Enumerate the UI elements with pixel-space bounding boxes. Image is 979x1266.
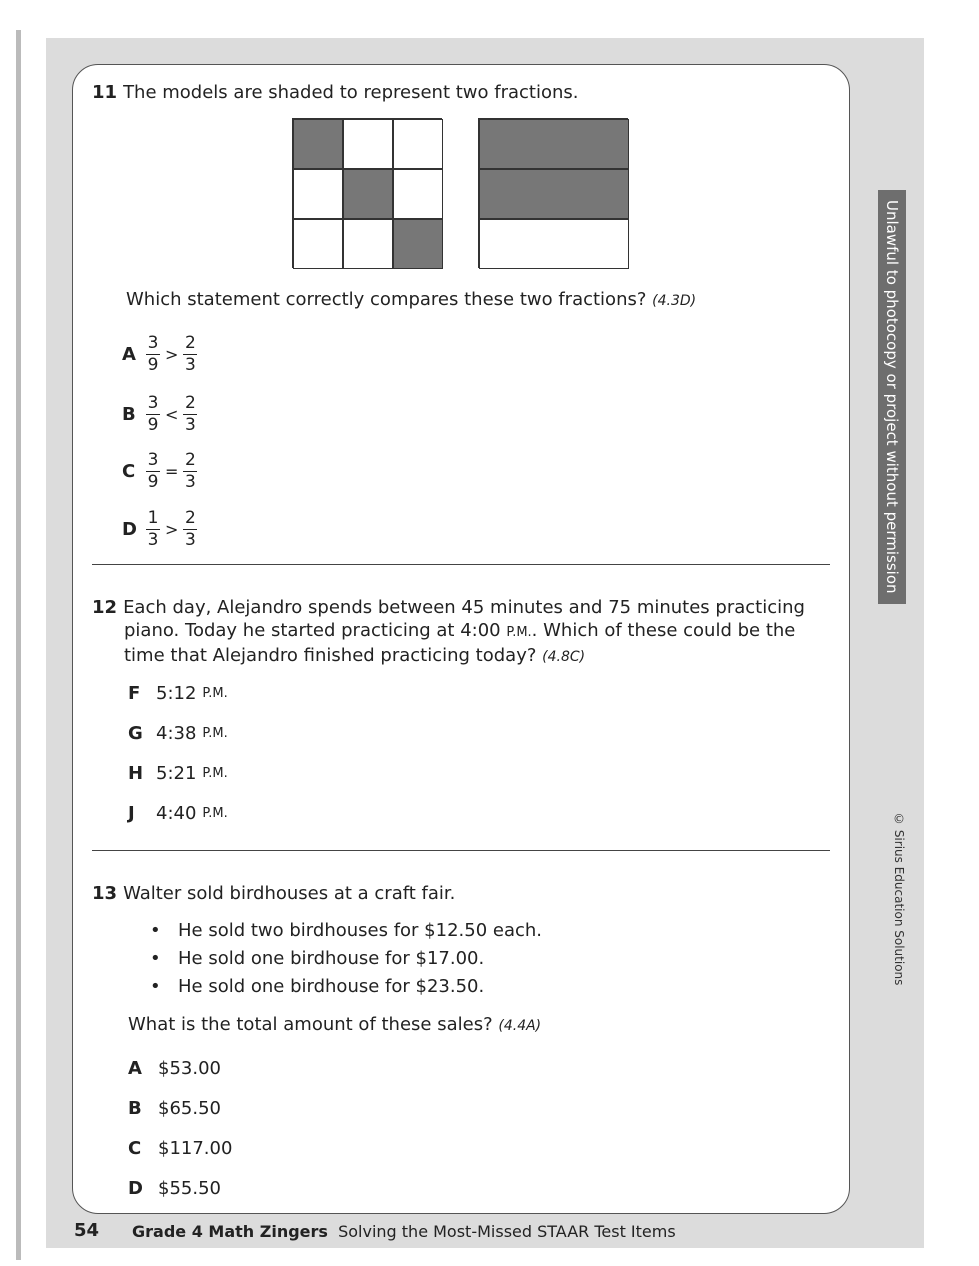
comparison-sign: >	[165, 344, 179, 364]
q13-bullet: • He sold two birdhouses for $12.50 each.	[150, 920, 543, 941]
bullet-icon: •	[150, 976, 161, 997]
q11-teks: (4.3D)	[652, 293, 697, 309]
grid-cell	[393, 219, 443, 269]
q13-prompt: What is the total amount of these sales? (4.4A)	[128, 1014, 542, 1035]
option-value: $117.00	[158, 1137, 233, 1159]
q11-stem	[92, 81, 578, 104]
fraction: $\frac{3}{9}$	[147, 332, 159, 375]
grid-cell	[293, 219, 343, 269]
copy-notice: Unlawful to photocopy or project without permission	[878, 190, 906, 604]
strip-cell	[479, 219, 629, 269]
page-number: 54	[74, 1220, 100, 1241]
strip-cell	[479, 119, 629, 169]
fraction: $\frac{3}{9}$	[147, 392, 159, 435]
bullet-icon: •	[150, 948, 161, 969]
option-suffix: P.M.	[202, 765, 228, 781]
q13-option-d[interactable]	[128, 1168, 221, 1208]
option-value: $53.00	[158, 1057, 221, 1079]
option-time: 5:12	[156, 682, 197, 704]
q13-bullet: • He sold one birdhouse for $23.50.	[150, 976, 485, 997]
divider	[92, 850, 830, 851]
option-letter: B	[128, 1097, 142, 1119]
option-letter: A	[122, 343, 136, 365]
q12-stem: 12 Each day, Alejandro spends between 45 minutes and 75 minutes practicing piano. Today he started practicing at 4:00 P.M.. Which of these could be the time that Alejandro finished practicing today? (4.8C)	[92, 597, 805, 666]
q11-prompt: Which statement correctly compares these two fractions? (4.3D)	[126, 289, 697, 310]
option-suffix: P.M.	[202, 725, 228, 741]
q13-stem: 13 Walter sold birdhouses at a craft fair.	[92, 883, 456, 904]
option-letter: D	[128, 1177, 143, 1199]
comparison-sign: <	[165, 404, 179, 424]
option-letter: C	[122, 460, 136, 482]
fraction: $\frac{2}{3}$	[184, 449, 196, 492]
scan-edge	[16, 30, 21, 1260]
option-letter: C	[128, 1137, 142, 1159]
option-letter: D	[122, 518, 137, 540]
q13-bullet: • He sold one birdhouse for $17.00.	[150, 948, 485, 969]
q12-number: 12	[92, 597, 118, 618]
q11-option-b[interactable]	[122, 390, 199, 438]
q12-option-j[interactable]	[128, 793, 228, 833]
strip-model	[478, 118, 628, 268]
option-time: 4:38	[156, 722, 197, 744]
q11-option-a[interactable]	[122, 330, 199, 378]
comparison-sign: >	[165, 519, 179, 539]
fraction: $\frac{1}{3}$	[147, 507, 159, 550]
option-suffix: P.M.	[202, 805, 228, 821]
option-letter: F	[128, 682, 141, 704]
q13-option-a[interactable]	[128, 1048, 221, 1088]
q12-option-g[interactable]	[128, 713, 228, 753]
grid-cell	[343, 219, 393, 269]
option-letter: G	[128, 722, 143, 744]
option-letter: H	[128, 762, 144, 784]
q13-option-c[interactable]	[128, 1128, 232, 1168]
fraction: $\frac{3}{9}$	[147, 449, 159, 492]
q12-option-f[interactable]	[128, 673, 228, 713]
strip-cell	[479, 169, 629, 219]
option-value: $55.50	[158, 1177, 221, 1199]
q11-number: 11	[92, 82, 118, 103]
fraction: $\frac{2}{3}$	[184, 507, 196, 550]
option-time: 4:40	[156, 802, 197, 824]
divider	[92, 564, 830, 565]
q11-option-c[interactable]	[122, 447, 199, 495]
grid-cell	[293, 119, 343, 169]
copyright-notice: © Sirius Education Solutions	[892, 812, 906, 986]
option-letter: A	[128, 1057, 142, 1079]
footer-book: Grade 4 Math Zingers Solving the Most-Missed STAAR Test Items	[132, 1222, 676, 1241]
q13-option-b[interactable]	[128, 1088, 221, 1128]
grid-model	[292, 118, 442, 268]
q13-number: 13	[92, 883, 118, 904]
option-letter: B	[122, 403, 136, 425]
grid-cell	[343, 169, 393, 219]
option-time: 5:21	[156, 762, 197, 784]
comparison-sign: =	[165, 461, 179, 481]
grid-cell	[293, 169, 343, 219]
option-letter: J	[128, 802, 135, 824]
q11-text: The models are shaded to represent two fractions.	[123, 82, 579, 103]
q11-option-d[interactable]	[122, 505, 199, 553]
grid-cell	[343, 119, 393, 169]
bullet-icon: •	[150, 920, 161, 941]
grid-cell	[393, 169, 443, 219]
q13-teks: (4.4A)	[498, 1018, 542, 1034]
option-suffix: P.M.	[202, 685, 228, 701]
fraction: $\frac{2}{3}$	[184, 392, 196, 435]
fraction: $\frac{2}{3}$	[184, 332, 196, 375]
q12-teks: (4.8C)	[542, 649, 586, 665]
q12-option-h[interactable]	[128, 753, 228, 793]
grid-cell	[393, 119, 443, 169]
option-value: $65.50	[158, 1097, 221, 1119]
